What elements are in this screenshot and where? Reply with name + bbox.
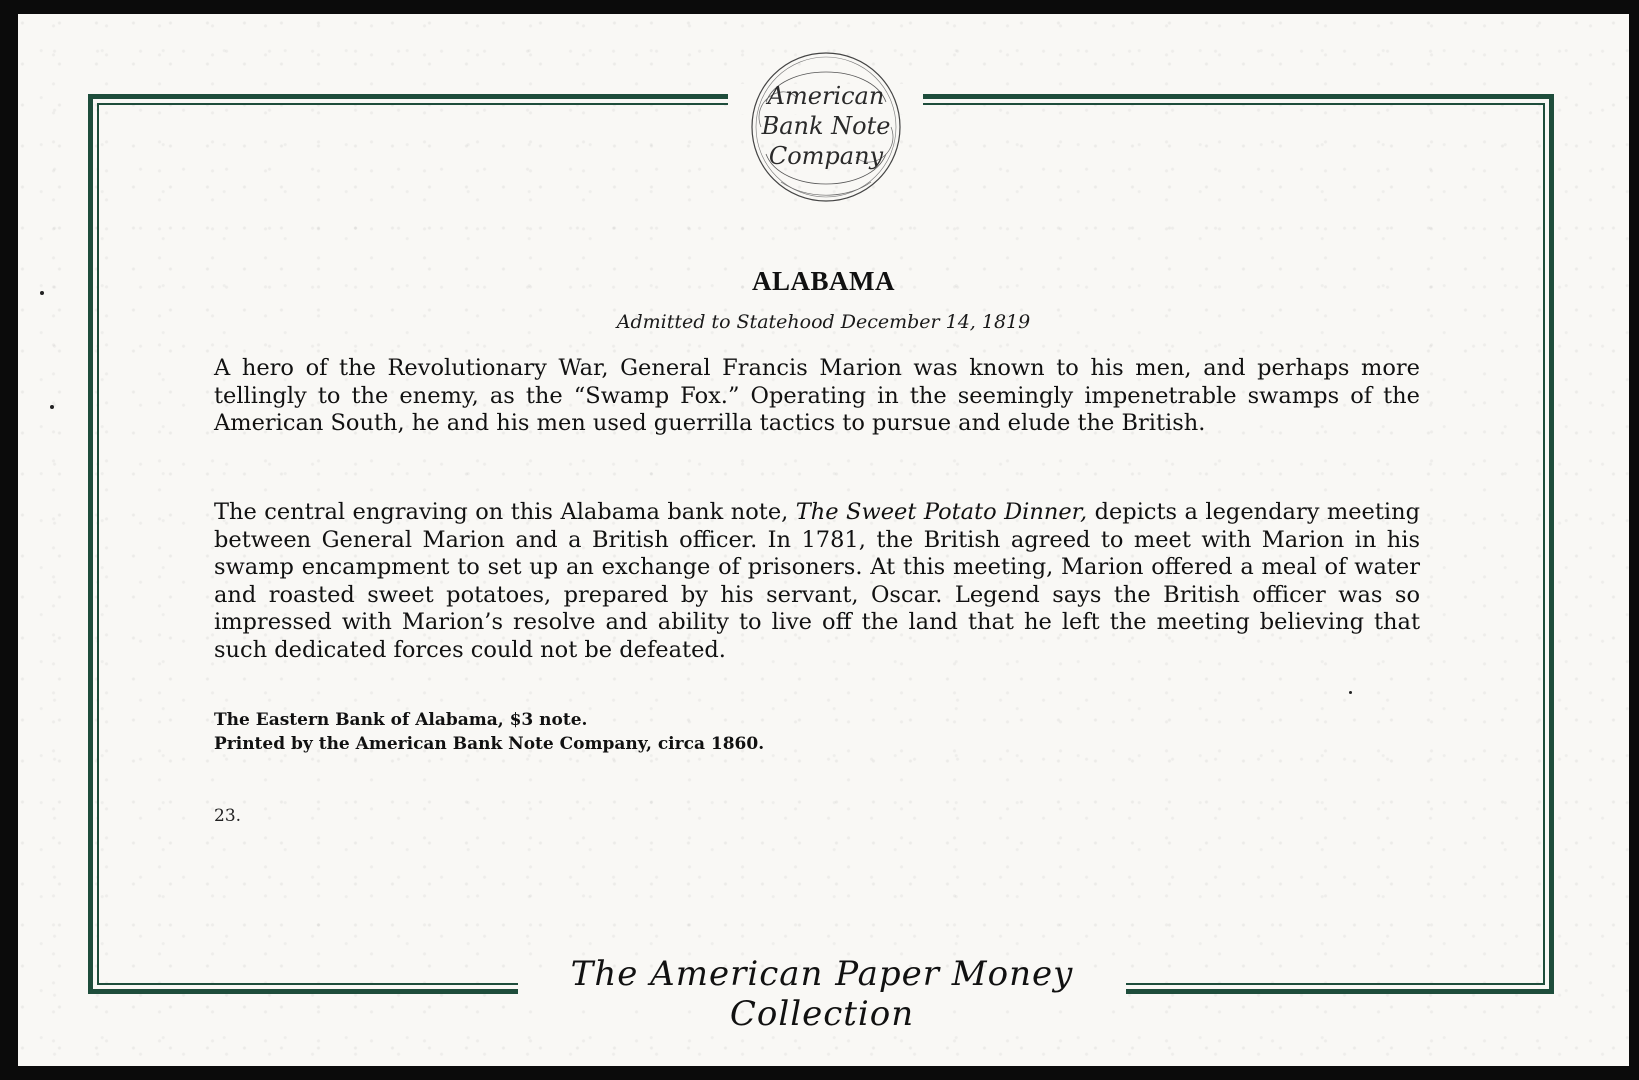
paper-speck xyxy=(40,291,44,295)
statehood-subtitle: Admitted to Statehood December 14, 1819 xyxy=(616,311,1031,333)
seal-line-american: American xyxy=(767,82,885,110)
document-page xyxy=(18,14,1629,1066)
page-number: 23. xyxy=(214,806,242,826)
paragraph2-text-after: depicts a legendary meeting between General Marion and a British officer. In 1781, the British agreed to meet with Marion in his swamp encampment to set up an exchange of prisoners. At this meeting, Marion offered a meal of water and roasted sweet potatoes, prepared by his servant, Oscar. Legend says the British officer was so impressed with Marion’s resolve and ability to live off the land that he left the meeting believing that such dedicated forces could not be defeated. xyxy=(214,499,1420,663)
seal-line-company: Company xyxy=(768,142,884,170)
caption-note-name: The Eastern Bank of Alabama, $3 note. xyxy=(214,710,588,730)
caption-printer: Printed by the American Bank Note Company, circa 1860. xyxy=(214,734,765,754)
seal-line-bank-note: Bank Note xyxy=(761,112,891,140)
paragraph2-text-before: The central engraving on this Alabama bank note, xyxy=(214,499,796,525)
paper-speck xyxy=(50,405,54,409)
american-bank-note-company-seal xyxy=(741,42,911,212)
engraving-title-italic: The Sweet Potato Dinner, xyxy=(795,499,1088,525)
paragraph-sweet-potato-dinner xyxy=(214,499,1420,664)
paper-speck xyxy=(1349,691,1352,694)
page-title: ALABAMA xyxy=(752,266,895,296)
collection-footer-title: The American Paper Money Collection xyxy=(570,954,1074,1034)
paragraph-swamp-fox: A hero of the Revolutionary War, General Francis Marion was known to his men, and perhaps more tellingly to the enemy, as the “Swamp Fox.” Operating in the seemingly impenetrable swamps of the American South, he and his men used guerrilla tactics to pursue and elude the British. xyxy=(214,355,1420,436)
